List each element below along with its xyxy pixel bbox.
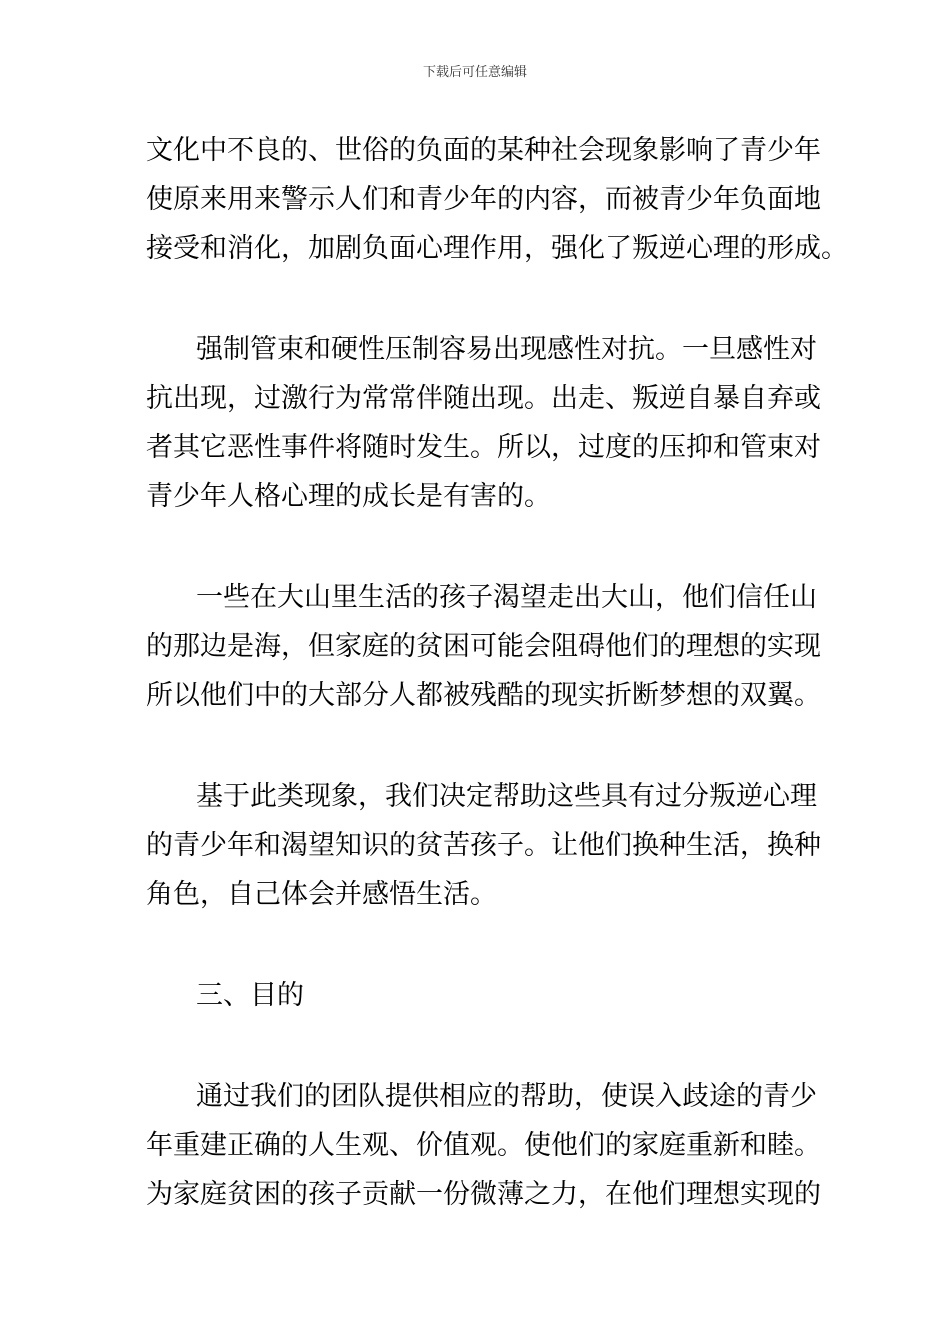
paragraph-6-line-2: 年重建正确的人生观、价值观。使他们的家庭重新和睦。 — [146, 1130, 821, 1161]
paragraph-4-line-1: 基于此类现象，我们决定帮助这些具有过分叛逆心理 — [196, 781, 817, 812]
page-header: 下载后可任意编辑 — [422, 65, 527, 80]
paragraph-6-line-1: 通过我们的团队提供相应的帮助，使误入歧途的青少 — [196, 1081, 817, 1112]
paragraph-1-line-1: 文化中不良的、世俗的负面的某种社会现象影响了青少年 — [146, 135, 821, 166]
paragraph-2-line-2: 抗出现，过激行为常常伴随出现。出走、叛逆自暴自弃或 — [146, 383, 821, 414]
paragraph-4-line-3: 角色，自己体会并感悟生活。 — [146, 879, 497, 910]
paragraph-3-line-2: 的那边是海，但家庭的贫困可能会阻碍他们的理想的实现 — [146, 631, 821, 662]
paragraph-1-line-3: 接受和消化，加剧负面心理作用，强化了叛逆心理的形成。 — [146, 233, 848, 264]
paragraph-2-line-3: 者其它恶性事件将随时发生。所以，过度的压抑和管束对 — [146, 432, 821, 463]
paragraph-3-line-3: 所以他们中的大部分人都被残酷的现实折断梦想的双翼。 — [146, 680, 821, 711]
paragraph-6-line-3: 为家庭贫困的孩子贡献一份微薄之力，在他们理想实现的 — [146, 1179, 821, 1210]
paragraph-1-line-2: 使原来用来警示人们和青少年的内容，而被青少年负面地 — [146, 184, 821, 215]
paragraph-2-line-1: 强制管束和硬性压制容易出现感性对抗。一旦感性对 — [196, 334, 817, 365]
paragraph-2-line-4: 青少年人格心理的成长是有害的。 — [146, 481, 551, 512]
paragraph-3-line-1: 一些在大山里生活的孩子渴望走出大山，他们信任山 — [196, 582, 817, 613]
paragraph-4-line-2: 的青少年和渴望知识的贫苦孩子。让他们换种生活，换种 — [146, 830, 821, 861]
section-heading: 三、目的 — [196, 980, 304, 1011]
